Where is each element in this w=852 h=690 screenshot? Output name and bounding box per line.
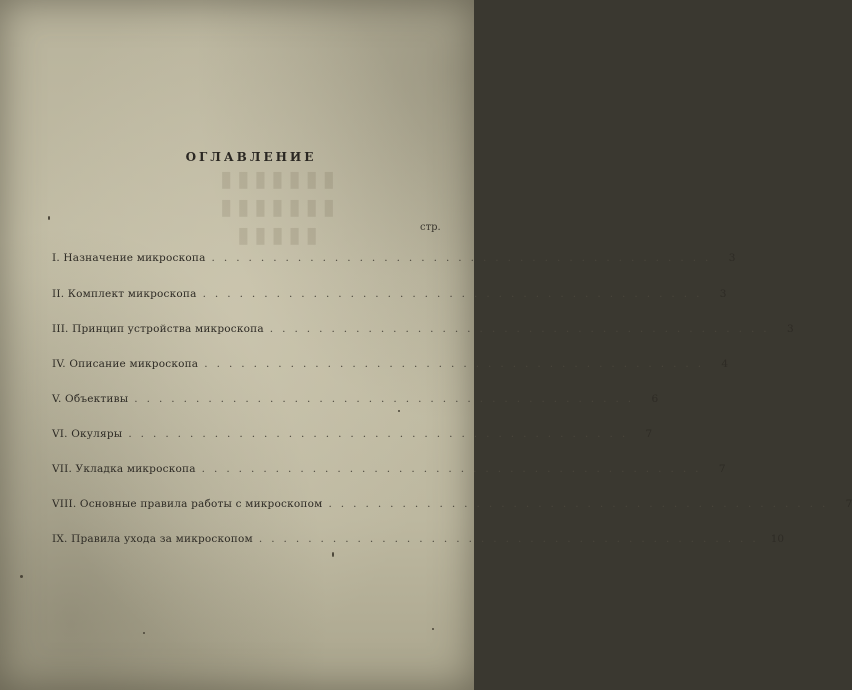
toc-entry [52, 463, 726, 479]
toc-entry-page: 3 [728, 252, 736, 264]
toc-entry [52, 498, 852, 514]
toc-entry-page: 3 [719, 288, 727, 300]
toc-leader-dots: ......................................... [204, 358, 711, 370]
paper-speck [398, 410, 400, 412]
toc-entry-page: 7 [645, 428, 653, 440]
toc-entry-title: VIII. Основные правила работы с микроскопом [52, 498, 323, 510]
paper-speck [432, 628, 434, 630]
page-column-label: стр. [420, 222, 441, 233]
toc-leader-dots: ......................................... [328, 498, 835, 510]
toc-entry-page: 4 [721, 358, 729, 370]
toc-leader-dots: ......................................... [128, 428, 635, 440]
toc-entry-page: 10 [770, 533, 785, 545]
toc-leader-dots: ......................................... [134, 393, 641, 405]
paper-speck [48, 216, 50, 220]
toc-entry-page: 6 [651, 393, 659, 405]
toc-entry-title: I. Назначение микроскопа [52, 252, 206, 264]
paper-speck [143, 632, 145, 634]
toc-entry [52, 428, 653, 444]
toc-entry-page: 7 [845, 498, 852, 510]
toc-entry [52, 393, 659, 409]
toc-entry-title: VII. Укладка микроскопа [52, 463, 196, 475]
show-through-text: ▮▮▮▮▮▮▮ ▮▮▮▮▮▮▮ ▮▮▮▮▮ [215, 166, 335, 248]
toc-entry-title: VI. Окуляры [52, 428, 123, 440]
toc-entry-title: V. Объективы [52, 393, 129, 405]
toc-leader-dots: ......................................... [269, 323, 776, 335]
toc-entry-title: IV. Описание микроскопа [52, 358, 199, 370]
toc-leader-dots: ......................................... [258, 533, 765, 545]
toc-entry [52, 533, 785, 549]
paper-speck [20, 575, 23, 578]
toc-entry-title: IX. Правила ухода за микроскопом [52, 533, 253, 545]
toc-entry-page: 3 [786, 323, 794, 335]
toc-entry [52, 252, 736, 268]
toc-entry-title: II. Комплект микроскопа [52, 288, 197, 300]
toc-entry [52, 288, 727, 304]
toc-entry [52, 323, 794, 339]
paper-speck [332, 552, 334, 557]
toc-entry-title: III. Принцип устройства микроскопа [52, 323, 264, 335]
toc-leader-dots: ......................................... [201, 463, 708, 475]
page-title: ОГЛАВЛЕНИЕ [185, 150, 317, 164]
toc-entry-page: 7 [718, 463, 726, 475]
toc-leader-dots: ......................................... [202, 288, 709, 300]
toc-leader-dots: ......................................... [211, 252, 718, 264]
toc-entry [52, 358, 729, 374]
